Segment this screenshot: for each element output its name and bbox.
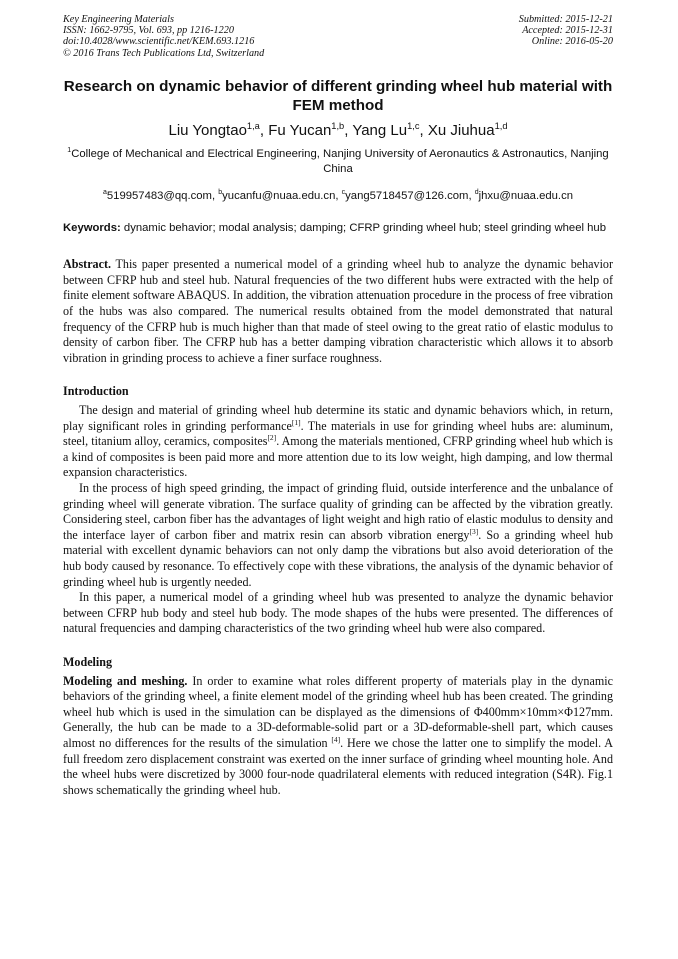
author-name: Yang Lu <box>352 121 408 139</box>
author-name: Liu Yongtao <box>168 121 247 139</box>
paragraph-text: . So a grinding wheel hub material with excellent dynamic behaviors can not only damp the vibrations but also avoid deterioration of the hub body caused by resonance. To effectively cope with these vibrations, the analysis of the dynamic behavior of grinding wheel hub is urgently needed. <box>63 527 613 589</box>
section-heading-modeling: Modeling <box>63 654 113 669</box>
email-address[interactable]: yucanfu@nuaa.edu.cn <box>222 190 336 202</box>
paragraph-text: The design and material of grinding wheel hub determine its static and dynamic behaviors which, in return, play significant roles in grinding performance <box>63 403 613 433</box>
paper-title: Research on dynamic behavior of different grinding wheel hub material with FEM method <box>63 77 613 114</box>
journal-info <box>63 14 264 59</box>
paragraph-text: In order to examine what roles different property of materials play in the dynamic behaviors of the grinding wheel, a finite element model of the grinding wheel hub has been created. The grinding wheel hub which is used in the simulation can be displayed as the dimensions of Φ400mm×10mm×Φ127mm. Generally, the hub can be made to a 3D-deformable-solid part or a 3D-deformable-shell part, which causes almost no differences for the results of the simulation <box>63 673 613 750</box>
email-address[interactable]: jhxu@nuaa.edu.cn <box>478 190 574 202</box>
author-list: Liu Yongtao$^{1,a}$, Fu Yucan$^{1,b}$, Yang Lu$^{1,c}$, Xu Jiuhua$^{1,d}$ <box>168 120 508 139</box>
paragraph-text: In the process of high speed grinding, the impact of grinding fluid, outside interference and the unbalance of grinding wheel will generate vibration. The surface quality of grinding can be affected by the vibration greatly. Considering steel, carbon fiber has the advantages of light weight and high ratio of elastic modulus to density and the interface layer of carbon fiber and matrix resin can absorb vibration energy <box>63 481 613 542</box>
email-list: $^a$519957483@qq.com, $^b$yucanfu@nuaa.edu.cn, $^c$yang5718457@126.com, $^d$jhxu@nuaa.edu.cn <box>102 189 574 202</box>
keywords-label: Keywords: <box>63 222 121 234</box>
email-sup: c <box>341 189 346 197</box>
paragraph-text: . Among the materials mentioned, CFRP grinding wheel hub which is a kind of composites is been paid more and more attention due to its low weight, high damping, and low thermal expansion characteristics. <box>63 434 613 480</box>
abstract-label: Abstract. <box>63 257 112 272</box>
author-name: Xu Jiuhua <box>427 121 495 139</box>
modeling-section <box>63 674 613 799</box>
journal-name: Key Engineering Materials <box>63 14 174 25</box>
abstract-text: This paper presented a numerical model of a grinding wheel hub to analyze the dynamic behavior between CFRP hub and steel hub. Natural frequencies of the two different hubs were extracted with the help of finite element software ABAQUS. In addition, the vibration attenuation procedure in the process of free vibration of the hubs was also compared. The numerical results obtained from the model demonstrated that natural frequency of the CFRP hub is much higher than that made of steel owing to the great ratio of elastic modulus to density of carbon fiber. The CFRP hub has a better damping vibration characteristic which allows it to absorb vibration in grinding process to achieve a finer surface roughness. <box>63 257 614 365</box>
journal-issn: ISSN: 1662-9795, Vol. 693, pp 1216-1220 <box>63 25 234 37</box>
citation[interactable]: [4] <box>331 734 341 744</box>
journal-header <box>63 14 613 59</box>
paragraph-text: . Here we chose the latter one to simplify the model. A full freedom zero displacement constraint was exerted on the inner surface of grinding wheel mounting hole. And the wheel hubs were discretized by 3000 four-node quadrilateral elements with reduced integration (S4R). Fig.1 shows schematically the grinding wheel hub. <box>63 735 613 797</box>
citation[interactable]: [3] <box>469 526 479 536</box>
paragraph: In this paper, a numerical model of a grinding wheel hub was presented to analyze the dynamic behavior between CFRP hub body and steel hub body. The mode shapes of the hubs were presented. The differences of natural frequencies and damping characteristics of the two grinding wheel hub were also compared. <box>63 590 613 636</box>
abstract <box>63 257 613 366</box>
journal-copyright: © 2016 Trans Tech Publications Ltd, Switzerland <box>63 47 265 59</box>
paragraph <box>63 674 613 799</box>
author-sup: 1,a <box>246 120 260 131</box>
author-sup: 1,b <box>331 120 345 131</box>
paragraph <box>63 481 613 590</box>
date-online: Online: 2016-05-20 <box>531 36 613 48</box>
paragraph-text: . The materials in use for grinding wheel hubs are: aluminum, steel, titanium alloy, ceramics, composites <box>63 418 613 449</box>
email-sup: a <box>102 189 107 197</box>
author-name: Fu Yucan <box>268 121 332 139</box>
affiliation <box>63 147 613 178</box>
email-address[interactable]: 519957483@qq.com <box>106 190 212 202</box>
author-sup: 1,d <box>494 120 508 131</box>
citation[interactable]: [2] <box>267 433 277 443</box>
email-sup: b <box>218 189 223 197</box>
affiliation-sup: 1 <box>67 147 72 155</box>
paper-page <box>63 14 613 798</box>
keywords-text: dynamic behavior; modal analysis; damping; CFRP grinding wheel hub; steel grinding wheel hub <box>123 222 606 234</box>
paragraph <box>63 403 613 481</box>
section-heading-introduction: Introduction <box>63 384 129 399</box>
date-submitted: Submitted: 2015-12-21 <box>518 14 613 25</box>
keywords <box>63 221 613 236</box>
author-sup: 1,c <box>407 120 420 131</box>
citation[interactable]: [1] <box>291 417 301 427</box>
date-accepted: Accepted: 2015-12-31 <box>522 25 613 37</box>
email-sup: d <box>474 189 479 197</box>
email-address[interactable]: yang5718457@126.com <box>345 190 469 202</box>
introduction-section <box>63 403 613 637</box>
subsection-runin: Modeling and meshing. <box>63 673 188 688</box>
journal-doi: doi:10.4028/www.scientific.net/KEM.693.1216 <box>63 36 255 48</box>
submission-dates <box>519 14 613 59</box>
affiliation-text: College of Mechanical and Electrical Engineering, Nanjing University of Aeronautics & Astronautics, Nanjing China <box>71 147 609 176</box>
